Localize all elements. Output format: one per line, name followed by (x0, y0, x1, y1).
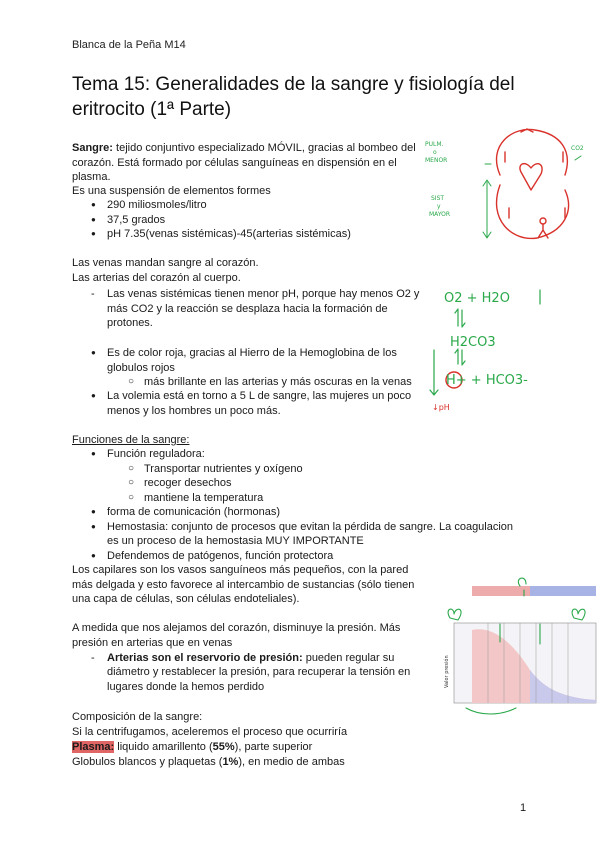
funcion-1b: ○ recoger desechos (144, 476, 231, 490)
mayor-label: MAYOR (429, 211, 451, 218)
funcion-4: ● Defendemos de patógenos, función protectora (107, 549, 333, 563)
capilares-line-2: más delgada y esto favorece al intercambio de sustancias (sólo tienen (72, 579, 415, 591)
composicion-line-1: Composición de la sangre: (72, 711, 203, 723)
funcion-1c: ○ mantiene la temperatura (144, 491, 263, 505)
presion-dash-3: lugares donde la hemos perdido (107, 681, 265, 693)
pulm-label: PULM. (425, 141, 444, 148)
sangre-line-1 (72, 141, 416, 155)
reaction-text (444, 291, 528, 388)
page-header: Blanca de la Peña M14 (72, 39, 186, 51)
venas-bullet-2b: menos y los hombres un poco más. (107, 405, 281, 417)
page-title (72, 72, 542, 122)
composicion-line-2: Si la centrifugamos, aceleremos el proceso que ocurriría (72, 726, 348, 738)
sist-label: SIST (431, 195, 445, 202)
presion-dash-2: diámetro y restablecer la presión, para recuperar la tensión en (107, 666, 411, 678)
venas-bullet-1b: globulos rojos (107, 362, 175, 374)
funcion-2: ● forma de comunicación (hormonas) (107, 505, 280, 519)
venas-bullet-1: ● Es de color roja, gracias al Hierro de la Hemoglobina de los (107, 346, 397, 360)
circulation-loops (497, 129, 569, 238)
plasma-pct: 55% (212, 741, 235, 753)
funcion-3: ● Hemostasia: conjunto de procesos que evitan la pérdida de sangre. La coagulacion (107, 520, 513, 534)
presion-dash-1 (107, 651, 394, 665)
y-label: y (437, 203, 441, 210)
y-axis-label: Valor presión (444, 655, 450, 688)
sangre-line-4: Es una suspensión de elementos formes (72, 185, 271, 197)
plasma-highlight: Plasma: (72, 741, 115, 753)
plasma-text-a: liquido amarillento ( (114, 741, 213, 753)
h2co3: H2CO3 (450, 335, 496, 350)
menor-label: MENOR (425, 157, 448, 164)
sangre-bullet-3: ● pH 7.35(venas sistémicas)-45(arterias sistémicas) (107, 227, 351, 241)
sangre-def: tejido conjuntivo especializado MÓVIL, gracias al bombeo del (112, 142, 416, 154)
sangre-label: Sangre: (72, 142, 113, 154)
o-label: o (433, 149, 437, 156)
arterias-bold: Arterias son el reservorio de presión: (107, 652, 303, 664)
plasma-text-b: ), parte superior (234, 741, 313, 753)
hplus-hco3: H+ + HCO3- (446, 373, 528, 388)
funciones-heading: Funciones de la sangre: (72, 434, 190, 446)
sangre-bullet-2: ● 37,5 grados (107, 213, 165, 227)
venas-dash-3: protones. (107, 317, 153, 329)
funcion-1: ● Función reguladora: (107, 447, 205, 461)
title-line-2: eritrocito (1ª Parte) (72, 99, 232, 120)
pressure-graph (440, 578, 598, 718)
reaction-sketch (432, 280, 592, 420)
venas-sub-1: ○ más brillante en las arterias y más oscuras en la venas (144, 375, 412, 389)
co2-label: CO2 (571, 145, 584, 152)
venas-line-2: Las arterias del corazón al cuerpo. (72, 272, 241, 284)
sangre-line-3: plasma. (72, 171, 111, 183)
composicion-line-4 (72, 755, 345, 769)
globulos-pct: 1% (222, 756, 239, 768)
presion-line-1: A medida que nos alejamos del corazón, disminuye la presión. Más (72, 622, 401, 634)
venas-dash-1: - Las venas sistémicas tienen menor pH, porque hay menos O2 y (107, 287, 419, 301)
capilares-line-3: una capa de células, son células endoteliales). (72, 593, 300, 605)
sangre-line-2: corazón. Está formado por células sanguíneas en dispensión en el (72, 157, 397, 169)
composicion-plasma (72, 740, 312, 754)
sangre-bullet-1: ● 290 miliosmoles/litro (107, 198, 207, 212)
circulation-sketch (425, 120, 600, 255)
arterias-text: pueden regular su (302, 652, 395, 664)
globulos-text-b: ), en medio de ambas (238, 756, 345, 768)
venas-dash-2: más CO2 y la reacción se desplaza hacia la formación de (107, 303, 388, 315)
capilares-line-1: Los capilares son los vasos sanguíneos más pequeños, con la pared (72, 564, 409, 576)
funcion-3b: es un proceso de la hemostasia MUY IMPORTANTE (107, 535, 364, 547)
ph-down: ↓pH (432, 403, 450, 412)
o2-h2o: O2 + H2O (444, 291, 510, 306)
presion-line-2: presión en arterias que en venas (72, 637, 233, 649)
venous-bar (530, 586, 596, 596)
arterial-bar (472, 586, 530, 596)
page-number: 1 (520, 802, 527, 814)
title-line-1: Tema 15: Generalidades de la sangre y fisiología del (72, 74, 515, 95)
venas-bullet-2: ● La volemia está en torno a 5 L de sangre, las mujeres un poco (107, 389, 411, 403)
globulos-text-a: Globulos blancos y plaquetas ( (72, 756, 223, 768)
venas-line-1: Las venas mandan sangre al corazón. (72, 257, 259, 269)
funcion-1a: ○ Transportar nutrientes y oxígeno (144, 462, 303, 476)
